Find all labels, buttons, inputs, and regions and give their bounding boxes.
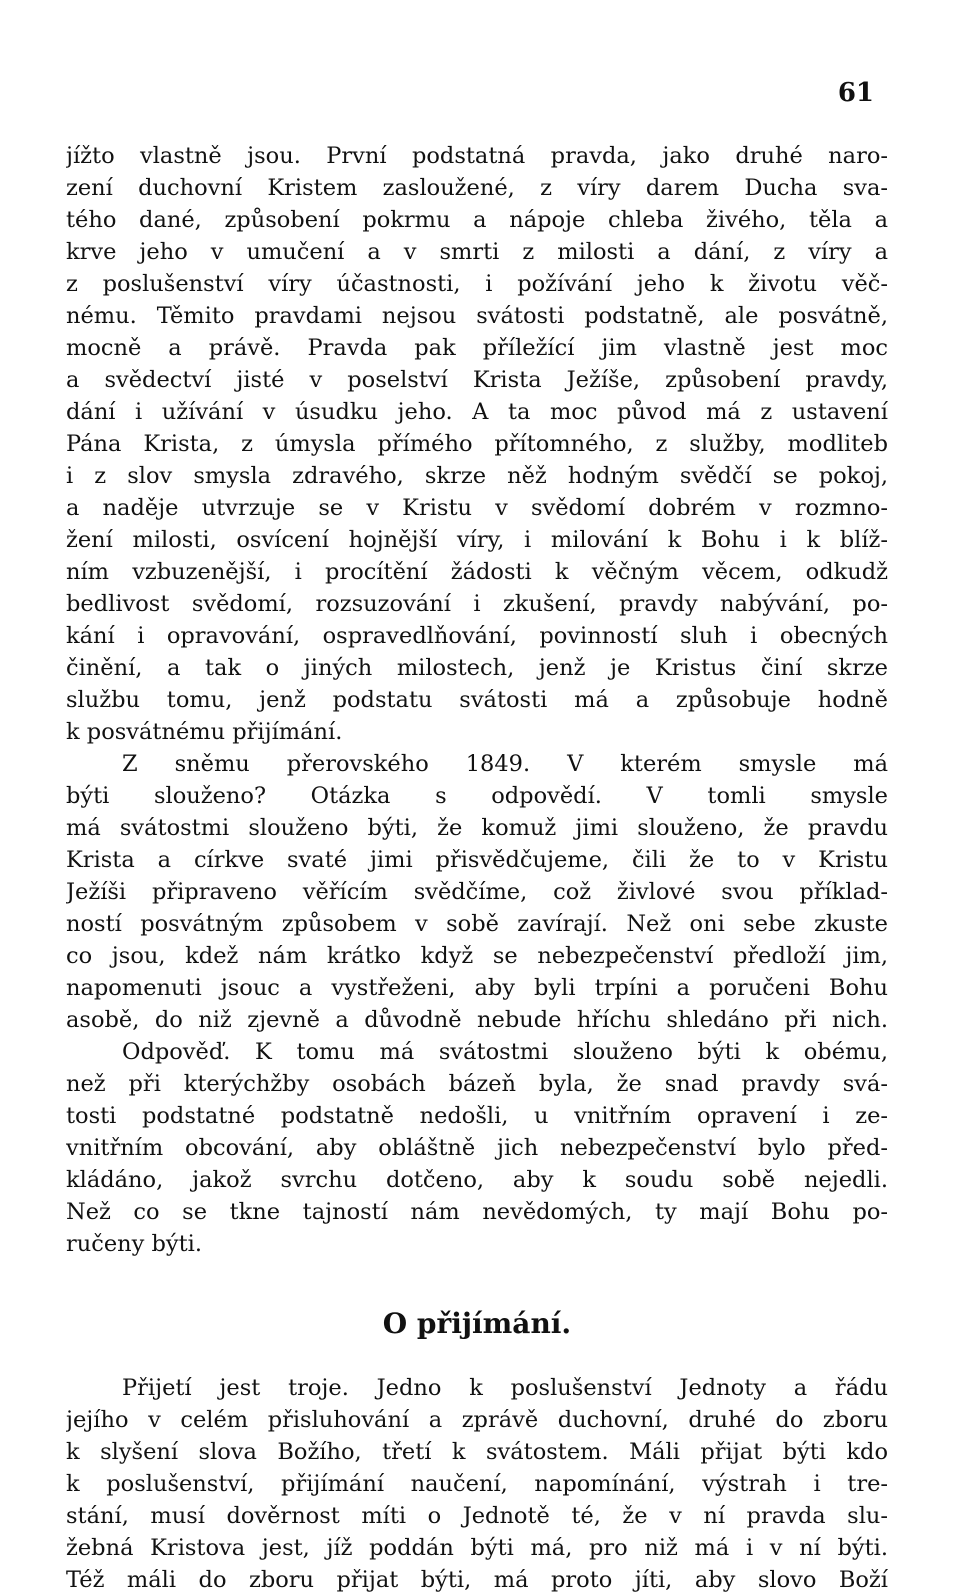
text-line: býti slouženo? Otázka s odpovědí. V tomli smysle: [66, 783, 888, 809]
section-heading: O přijímání.: [382, 1307, 572, 1340]
text-line: než při kterýchžby osobách bázeň byla, že snad pravdy svá-: [66, 1071, 888, 1097]
text-line: ním vzbuzenější, i procítění žádosti k věčným věcem, odkudž: [66, 559, 888, 585]
text-line: tosti podstatné podstatně nedošli, u vnitřním opravení i ze-: [66, 1103, 888, 1129]
text-line: Též máli do zboru přijat býti, má proto jíti, aby slovo Boží: [66, 1567, 888, 1593]
text-line: Ježíši připraveno věřícím svědčíme, což živlové svou příklad-: [66, 879, 888, 905]
text-line: žebná Kristova jest, jíž poddán býti má, pro niž má i v ní býti.: [66, 1535, 888, 1561]
body-text: [66, 140, 888, 1596]
text-line: k slyšení slova Božího, třetí k svátostem. Máli přijat býti kdo: [66, 1439, 888, 1465]
text-line: Než co se tkne tajností nám nevědomých, ty mají Bohu po-: [66, 1199, 888, 1225]
text-line: dání i užívání v úsudku jeho. A ta moc původ má z ustavení: [66, 399, 888, 425]
text-line: asobě, do niž zjevně a důvodně nebude hříchu shledáno při nich.: [66, 1007, 888, 1033]
text-line: Pána Krista, z úmysla přímého přítomného, z služby, modliteb: [66, 431, 888, 457]
text-line: a svědectví jisté v poselství Krista Ježíše, způsobení pravdy,: [66, 367, 888, 393]
text-line: kání i opravování, ospravedlňování, povinností sluh i obecných: [66, 623, 888, 649]
text-line: Krista a církve svaté jimi přisvědčujeme, čili že to v Kristu: [66, 847, 888, 873]
text-line: stání, musí dověrnost míti o Jednotě té, že v ní pravda slu-: [66, 1503, 888, 1529]
text-line: bedlivost svědomí, rozsuzování i zkušení, pravdy nabývání, po-: [66, 591, 888, 617]
text-line: Přijetí jest troje. Jedno k poslušenství Jednoty a řádu: [122, 1375, 888, 1401]
paragraph-sacraments: [66, 140, 888, 748]
text-line: ností posvátným způsobem v sobě zavírají. Než oni sebe zkuste: [66, 911, 888, 937]
text-line: službu tomu, jenž podstatu svátosti má a způsobuje hodně: [66, 687, 888, 713]
text-line: ručeny býti.: [66, 1231, 203, 1257]
paragraph-synod-1849: [66, 748, 888, 1260]
text-line: krve jeho v umučení a v smrti z milosti a dání, z víry a: [66, 239, 888, 265]
text-line: k poslušenství, přijímání naučení, napomínání, výstrah i tre-: [66, 1471, 888, 1497]
text-line: Odpověď. K tomu má svátostmi slouženo býti k obému,: [122, 1039, 888, 1065]
text-line: mocně a právě. Pravda pak příležící jim vlastně jest moc: [66, 335, 888, 361]
text-line: jejího v celém přisluhování a zprávě duchovní, druhé do zboru: [66, 1407, 888, 1433]
text-line: z poslušenství víry účastnosti, i požívání jeho k životu věč-: [66, 271, 888, 297]
page-number: 61: [837, 78, 874, 108]
text-line: tého dané, způsobení pokrmu a nápoje chleba živého, těla a: [66, 207, 888, 233]
text-line: jížto vlastně jsou. První podstatná pravda, jako druhé naro-: [66, 143, 888, 169]
text-line: vnitřním obcování, aby obláštně jich nebezpečenství bylo před-: [66, 1135, 888, 1161]
text-line: i z slov smysla zdravého, skrze něž hodným svědčí se pokoj,: [66, 463, 888, 489]
text-line: a naděje utvrzuje se v Kristu v svědomí dobrém v rozmno-: [66, 495, 888, 521]
text-line: žení milosti, osvícení hojnější víry, i milování k Bohu i k blíž-: [66, 527, 888, 553]
text-line: co jsou, kdež nám krátko když se nebezpečenství předloží jim,: [66, 943, 888, 969]
text-line: nému. Těmito pravdami nejsou svátosti podstatně, ale posvátně,: [66, 303, 888, 329]
text-line: Z sněmu přerovského 1849. V kterém smysle má: [122, 751, 888, 777]
text-line: napomenuti jsouc a vystřeženi, aby byli trpíni a poručeni Bohu: [66, 975, 888, 1001]
text-line: zení duchovní Kristem zasloužené, z víry darem Ducha sva-: [66, 175, 888, 201]
text-line: má svátostmi slouženo býti, že komuž jimi slouženo, že pravdu: [66, 815, 888, 841]
text-line: kládáno, jakož svrchu dotčeno, aby k soudu sobě nejedli.: [66, 1167, 888, 1193]
paragraph-reception: [66, 1372, 888, 1596]
text-line: k posvátnému přijímání.: [66, 719, 343, 745]
text-line: činění, a tak o jiných milostech, jenž je Kristus činí skrze: [66, 655, 888, 681]
